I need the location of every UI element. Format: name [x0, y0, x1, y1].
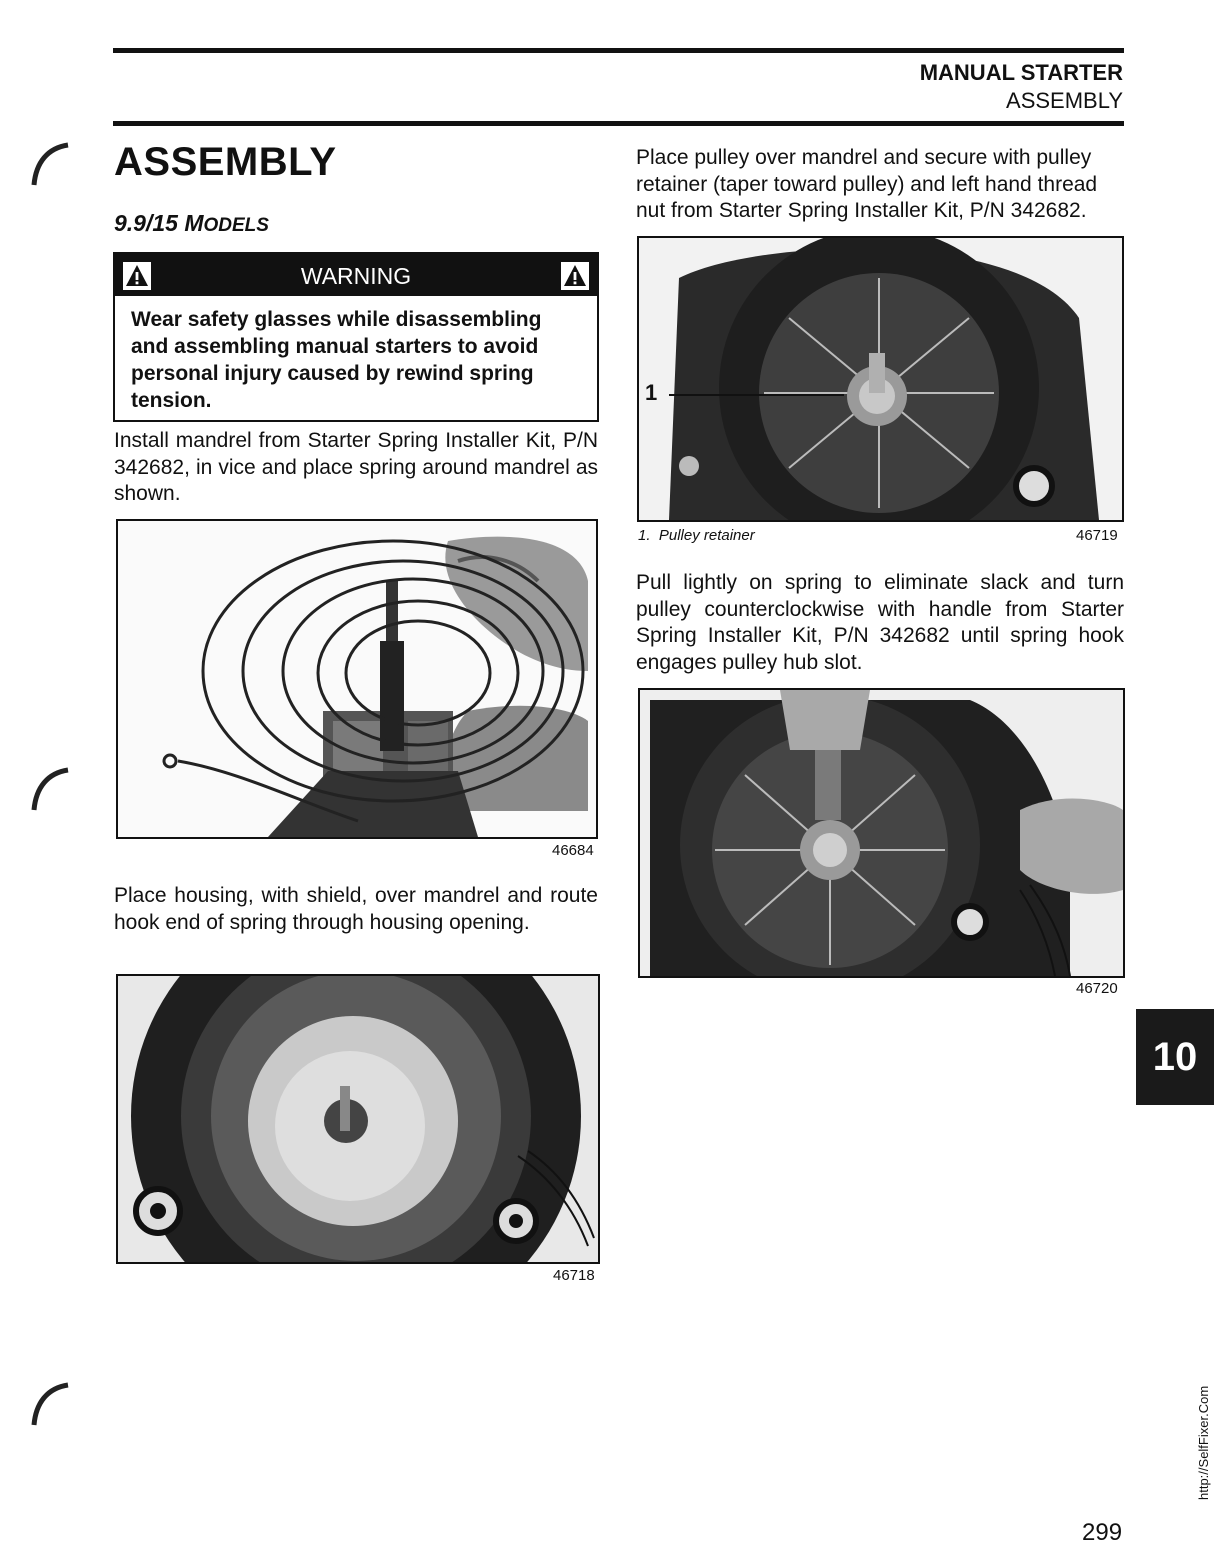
warning-triangle-icon	[561, 262, 589, 290]
subheading: 9.9/15 MODELS	[114, 210, 269, 236]
warning-title: WARNING	[300, 263, 412, 289]
pulley-retainer-photo	[639, 238, 1122, 520]
figure-4-number: 46720	[1076, 980, 1118, 997]
figure-3-number: 46719	[1076, 527, 1118, 544]
punch-hole-top	[28, 140, 88, 200]
warning-bar	[115, 254, 597, 296]
figure-2-number: 46718	[553, 1267, 595, 1284]
figure-3-caption	[638, 527, 755, 544]
warning-box	[113, 252, 599, 422]
caption-index: 1.	[638, 527, 651, 544]
punch-hole-bottom	[28, 1380, 88, 1440]
side-url: http://SelfFixer.Com	[1196, 1385, 1211, 1500]
header-subsection: ASSEMBLY	[1006, 88, 1123, 113]
page-heading: ASSEMBLY	[114, 140, 337, 184]
punch-hole-middle	[28, 765, 88, 825]
turn-pulley-photo	[640, 690, 1123, 976]
left-paragraph-1: Install mandrel from Starter Spring Installer Kit, P/N 342682, in vice and place spring around mandrel as shown.	[114, 429, 598, 505]
figure-housing	[116, 974, 600, 1264]
spring-mandrel-photo	[118, 521, 596, 837]
right-paragraph-1: Place pulley over mandrel and secure with pulley retainer (taper toward pulley) and left hand thread nut from Starter Spring Installer Kit, P/N 342682.	[636, 146, 1098, 222]
housing-photo	[118, 976, 598, 1262]
right-paragraph-2: Pull lightly on spring to eliminate slack and turn pulley counterclockwise with handle from Starter Spring Installer Kit, P/N 342682 until spring hook engages pulley hub slot.	[636, 571, 1124, 674]
warning-text: Wear safety glasses while disassembling and assembling manual starters to avoid personal injury caused by rewind spring tension.	[131, 308, 542, 412]
left-paragraph-2: Place housing, with shield, over mandrel and route hook end of spring through housing opening.	[114, 884, 598, 934]
section-tab: 10	[1136, 1009, 1214, 1105]
header-top-rule	[113, 48, 1124, 53]
header-section: MANUAL STARTER	[919, 60, 1123, 85]
figure-turn-pulley	[638, 688, 1125, 978]
header-bottom-rule	[113, 121, 1124, 126]
figure-spring-mandrel	[116, 519, 598, 839]
figure-1-number: 46684	[552, 842, 594, 859]
callout-1: 1	[645, 380, 658, 405]
figure-pulley-retainer	[637, 236, 1124, 522]
page-number: 299	[1082, 1519, 1123, 1546]
caption-text: Pulley retainer	[658, 527, 755, 544]
